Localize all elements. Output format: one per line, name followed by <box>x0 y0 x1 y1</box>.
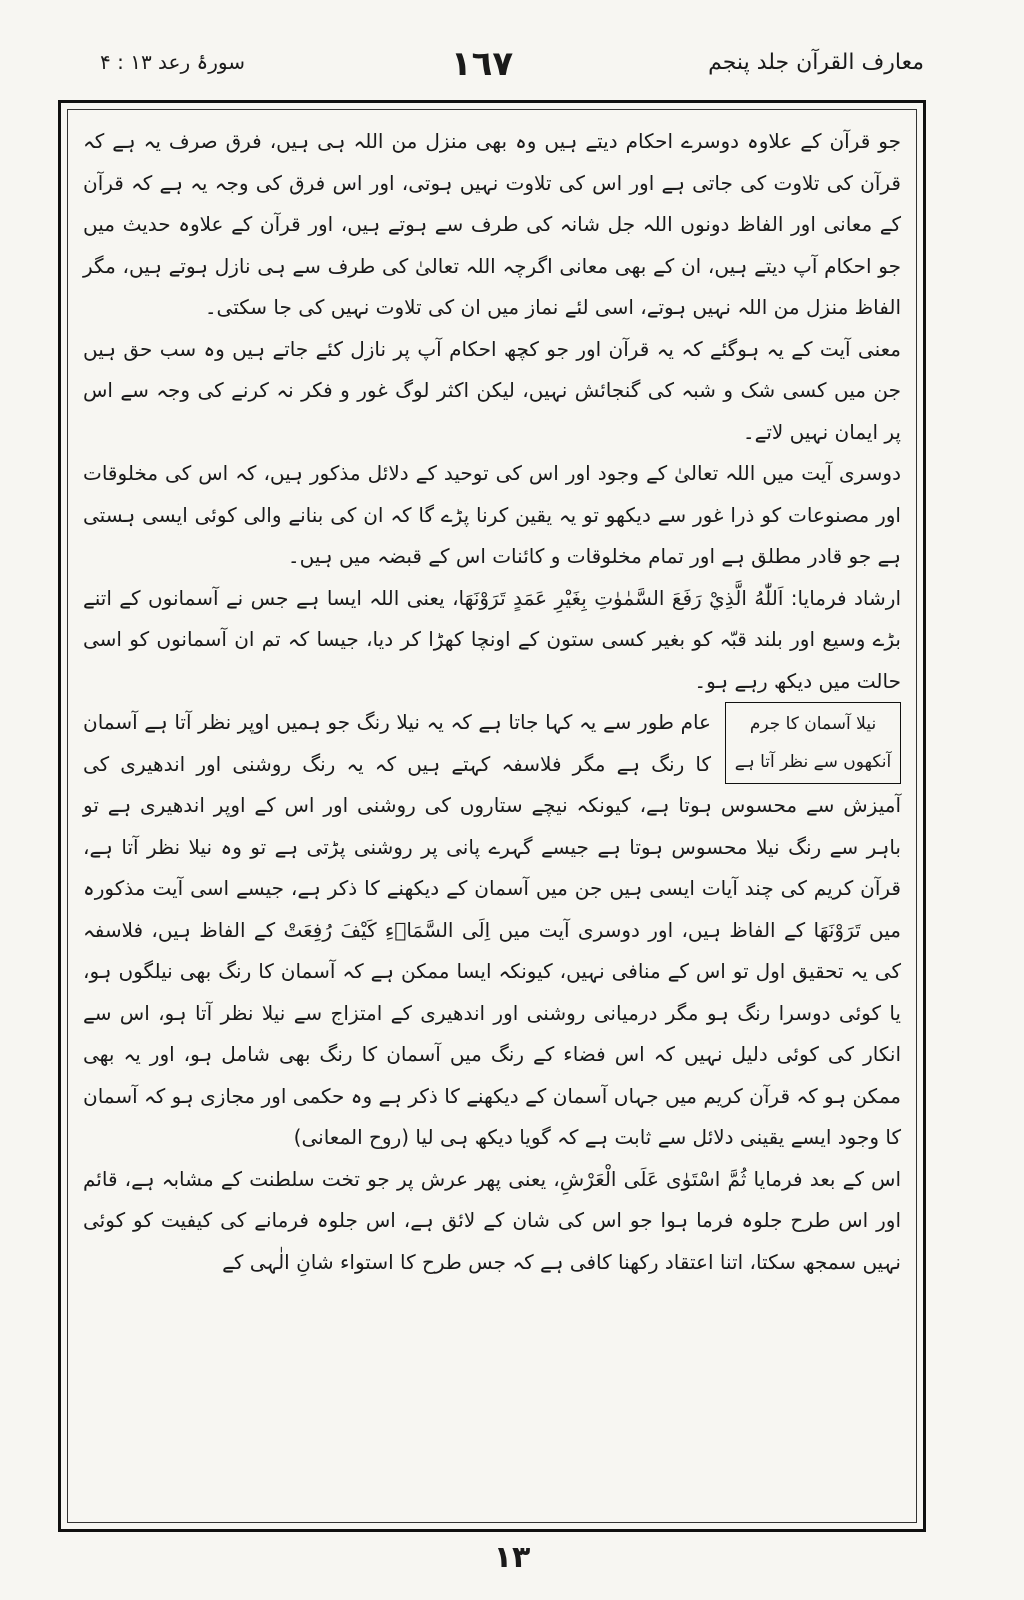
paragraph: ارشاد فرمایا: اَللّٰهُ الَّذِيْ رَفَعَ السَّمٰوٰتِ بِغَيْرِ عَمَدٍ تَرَوْنَهَا، یعنی اللہ ایسا ہے جس نے آسمانوں کے اتنے بڑے وسیع اور بلند قبّہ کو بغیر کسی ستون کے اونچا کھڑا کر دیا، جیسا کہ تم ان آسمانوں کو اسی حالت میں دیکھ رہے ہو۔ <box>83 585 901 693</box>
paragraph: عام طور سے یہ کہا جاتا ہے کہ یہ نیلا رنگ جو ہمیں اوپر نظر آتا ہے آسمان کا رنگ ہے مگر فلاسفہ کہتے ہیں کہ یہ رنگ روشنی اور اندھیری کی آمیزش سے محسوس ہوتا ہے، کیونکہ نیچے ستاروں کی روشنی اور اس کے اوپر اندھیری ہے تو باہر سے رنگ نیلا محسوس ہوتا ہے جیسے گہرے پانی پر روشنی پڑتی ہے تو وہ نیلا نظر آتا ہے، قرآن کریم کی چند آیات ایسی ہیں جن میں آسمان کے دیکھنے کا ذکر ہے، جیسے اسی آیت مذکورہ میں تَرَوْنَهَا کے الفاظ ہیں، اور دوسری آیت میں اِلَى السَّمَاۤءِ كَيْفَ رُفِعَتْ کے الفاظ ہیں، فلاسفہ کی یہ تحقیق اول تو اس کے منافی نہیں، کیونکہ ایسا ممکن ہے کہ آسمان کا رنگ بھی نیلگوں ہو، یا کوئی دوسرا رنگ ہو مگر درمیانی روشنی اور اندھیری کے امتزاج سے نیلا نظر آتا ہو، اس سے انکار کی کوئی دلیل نہیں کہ اس فضاء کے رنگ میں آسمان کا رنگ بھی شامل ہو، اور یہ بھی ممکن ہو کہ قرآن کریم میں جہاں آسمان کے دیکھنے کا ذکر ہے وہ حکمی اور مجازی ہو کہ آسمان کا وجود ایسے یقینی دلائل سے ثابت ہے کہ گویا دیکھ ہی لیا (روح المعانی) <box>83 710 901 1149</box>
paragraph: اس کے بعد فرمایا ثُمَّ اسْتَوٰى عَلَى الْعَرْشِ، یعنی پھر عرش پر جو تخت سلطنت کے مشابہ ہے، قائم اور اس طرح جلوہ فرما ہوا جو اس کی شان کے لائق ہے، اس جلوہ فرمانے کی کیفیت کو کوئی نہیں سمجھ سکتا، اتنا اعتقاد رکھنا کافی ہے کہ جس طرح کا استواء شانِ الٰہی کے <box>83 1166 901 1274</box>
paragraph: معنی آیت کے یہ ہوگئے کہ یہ قرآن اور جو کچھ احکام آپ پر نازل کئے جاتے ہیں وہ سب حق ہیں جن میں کسی شک و شبہ کی گنجائش نہیں، لیکن اکثر لوگ غور و فکر نہ کرنے کی وجہ سے اس پر ایمان نہیں لاتے۔ <box>83 336 901 444</box>
paragraph: دوسری آیت میں اللہ تعالیٰ کے وجود اور اس کی توحید کے دلائل مذکور ہیں، کہ اس کی مخلوقات اور مصنوعات کو ذرا غور سے دیکھو تو یہ یقین کرنا پڑے گا کہ ان کی بنانے والی کوئی ایسی ہستی ہے جو قادر مطلق ہے اور تمام مخلوقات و کائنات اس کے قبضہ میں ہیں۔ <box>83 461 901 568</box>
page-number: ١٦٧ <box>450 44 514 84</box>
margin-note-line: آنکھوں سے نظر آتا ہے <box>734 752 892 772</box>
text-frame <box>58 100 926 1532</box>
book-title: معارف القرآن جلد پنجم <box>708 50 924 75</box>
body-text <box>83 121 901 1283</box>
signature-mark: ١٣ <box>493 1540 531 1575</box>
surah-reference: سورۂ رعد ۱۳ : ۴ <box>100 50 245 74</box>
paragraph: جو قرآن کے علاوہ دوسرے احکام دیتے ہیں وہ بھی منزل من اللہ ہی ہیں، فرق صرف یہ ہے کہ قرآن کی تلاوت کی جاتی ہے اور اس کی تلاوت نہیں ہوتی، اور اس فرق کی وجہ یہ ہے کہ قرآن کے معانی اور الفاظ دونوں اللہ جل شانہ کی طرف سے ہوتے ہیں، اور قرآن کے علاوہ حدیث میں جو احکام آپ دیتے ہیں، ان کے بھی معانی اگرچہ اللہ تعالیٰ کی طرف سے ہی نازل ہوتے ہیں، مگر الفاظ منزل من اللہ نہیں ہوتے، اسی لئے نماز میں ان کی تلاوت نہیں کی جا سکتی۔ <box>83 129 901 319</box>
page-header <box>40 44 924 94</box>
margin-note <box>725 702 901 784</box>
margin-note-line: نیلا آسمان کا جرم <box>749 714 877 734</box>
